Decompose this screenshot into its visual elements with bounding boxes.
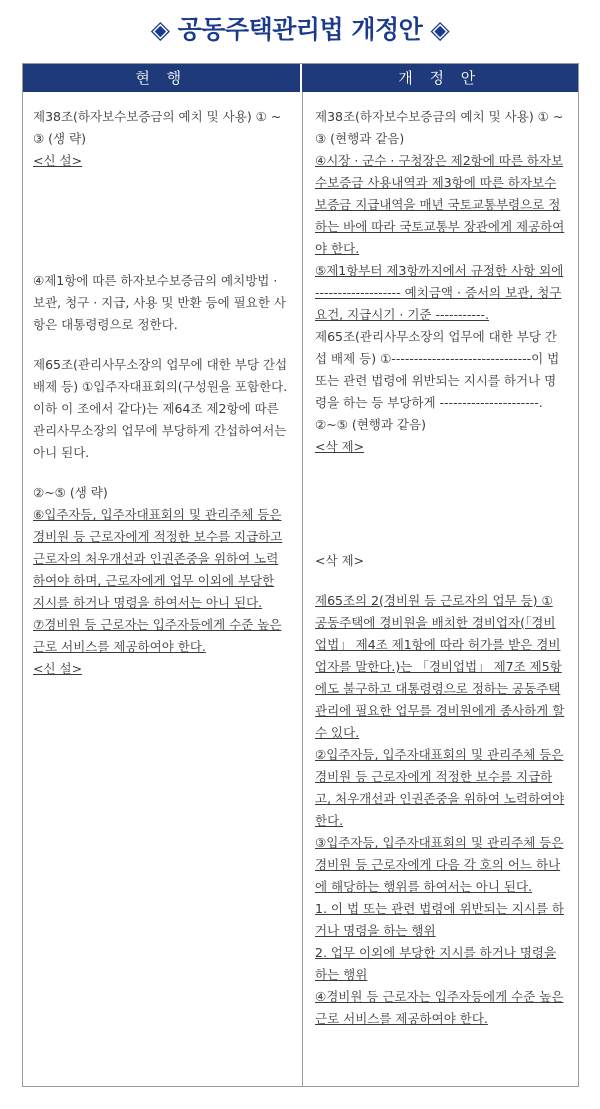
revised-paragraph: ④경비원 등 근로자는 입주자등에게 수준 높은 근로 서비스를 제공하여야 한다.: [315, 989, 564, 1026]
current-paragraph: <신 설>: [33, 153, 83, 168]
revised-paragraph: 제65조의 2(경비원 등 근로자의 업무 등) ① 공동주택에 경비원을 배치한 경비업자(「경비업법」 제4조 제1항에 따라 허가를 받은 경비업자를 말한다.)는 「경비업법」 제7조 제5항에도 불구하고 대통령령으로 정하는 공동주택 관리에 필요한 업무를 경비원에게 종사하게 할 수 있다.: [315, 593, 565, 740]
current-paragraph: 제38조(하자보수보증금의 예치 및 사용) ① ~ ③ (생 략): [33, 109, 282, 146]
revised-paragraph: <삭 제>: [315, 553, 365, 568]
revised-paragraph: 제38조(하자보수보증금의 예치 및 사용) ① ~ ③ (현행과 같음): [315, 109, 564, 146]
current-paragraph: 제65조(관리사무소장의 업무에 대한 부당 간섭 배제 등) ①입주자대표회의(구성원을 포함한다. 이하 이 조에서 같다)는 제64조 제2항에 따른 관리사무소장의 업무에 부당하게 간섭하여서는 아니 된다.: [33, 357, 288, 460]
revised-paragraph: 2. 업무 이외에 부당한 지시를 하거나 명령을 하는 행위: [315, 945, 557, 982]
header-revised: 개 정 안: [398, 69, 482, 87]
revised-paragraph: 1. 이 법 또는 관련 법령에 위반되는 지시를 하거나 명령을 하는 행위: [315, 901, 564, 938]
current-paragraph: ④제1항에 따른 하자보수보증금의 예치방법 · 보관, 청구 · 지급, 사용 및 반환 등에 필요한 사항은 대통령령으로 정한다.: [33, 273, 286, 332]
current-paragraph: ②~⑤ (생 략): [33, 485, 108, 500]
revised-law-column: [315, 106, 567, 1030]
column-divider: [302, 92, 303, 1086]
revised-paragraph: 제65조(관리사무소장의 업무에 대한 부당 간섭 배제 등) ①-------------------------------이 법 또는 관련 법령에 위반되는 지시를 하거나 명령을 하는 등 부당하게 ----------------------.: [315, 329, 560, 410]
comparison-table: [22, 63, 579, 1087]
current-paragraph: <신 설>: [33, 661, 83, 676]
current-paragraph: ⑦경비원 등 근로자는 입주자등에게 수준 높은 근로 서비스를 제공하여야 한다.: [33, 617, 282, 654]
revised-paragraph: ⑤제1항부터 제3항까지에서 규정한 사항 외에 ------------------- 예치금액 · 증서의 보관, 청구요건, 지급시기 · 기준 -----------.: [315, 263, 564, 322]
current-paragraph: ⑥입주자등, 입주자대표회의 및 관리주체 등은 경비원 등 근로자에게 적정한 보수를 지급하고 근로자의 처우개선과 인권존중을 위하여 노력하여야 하며, 근로자에게 업무 이외에 부당한 지시를 하거나 명령을 하여서는 아니 된다.: [33, 507, 283, 610]
revised-paragraph: ④시장 · 군수 · 구청장은 제2항에 따른 하자보수보증금 사용내역과 제3항에 따른 하자보수보증금 지급내역을 매년 국토교통부령으로 정하는 바에 따라 국토교통부 장관에게 제공하여야 한다.: [315, 153, 565, 256]
revised-paragraph: <삭 제>: [315, 439, 365, 454]
header-current: 현 행: [135, 69, 188, 87]
current-law-column: [33, 106, 288, 680]
page-title: ◈ 공동주택관리법 개정안 ◈: [150, 15, 450, 44]
table-header: [23, 64, 578, 92]
revised-paragraph: ②입주자등, 입주자대표회의 및 관리주체 등은 경비원 등 근로자에게 적정한 보수를 지급하고, 처우개선과 인권존중을 위하여 노력하여야 한다.: [315, 747, 565, 828]
revised-paragraph: ②~⑤ (현행과 같음): [315, 417, 426, 432]
revised-paragraph: ③입주자등, 입주자대표회의 및 관리주체 등은 경비원 등 근로자에게 다음 각 호의 어느 하나에 해당하는 행위를 하여서는 아니 된다.: [315, 835, 564, 894]
